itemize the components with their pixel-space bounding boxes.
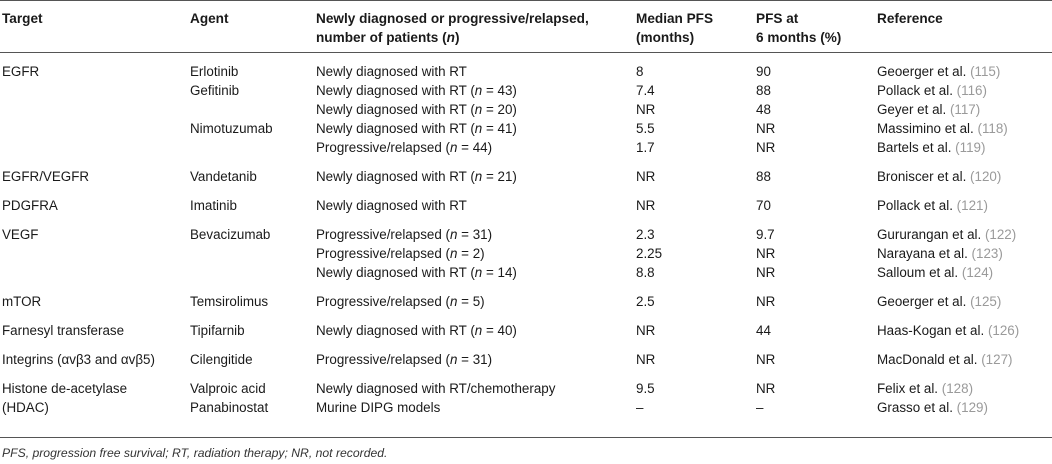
header-pfs6 <box>756 9 841 47</box>
cell-pfs-6-months: 88 <box>756 83 771 98</box>
cell-reference <box>877 244 1003 263</box>
cell-reference <box>877 321 1019 340</box>
cell-status-n-label: (n = <box>441 140 473 155</box>
cell-status <box>316 167 517 186</box>
cell-median-pfs: – <box>636 400 644 415</box>
reference-link[interactable]: (117) <box>949 102 981 117</box>
cell-status-n-value: 43 <box>497 83 513 98</box>
cell-status-n-close: ) <box>512 102 517 117</box>
table-row <box>0 350 1052 369</box>
table-row <box>0 196 1052 215</box>
cell-reference <box>877 196 988 215</box>
cell-agent: Temsirolimus <box>190 294 269 309</box>
table-row <box>0 292 1052 311</box>
cell-agent: Valproic acid <box>190 381 266 396</box>
cell-status-text: Newly diagnosed with RT <box>316 265 467 280</box>
cell-median-pfs: NR <box>636 169 656 184</box>
cell-status-n-value: 41 <box>497 121 513 136</box>
cell-agent: Nimotuzumab <box>190 121 273 136</box>
cell-pfs-6-months: 44 <box>756 323 771 338</box>
cell-pfs-6-months: NR <box>756 381 776 396</box>
reference-link[interactable]: (126) <box>987 323 1020 338</box>
header-pfs6-line1: PFS at <box>756 11 799 26</box>
table-row <box>0 167 1052 186</box>
cell-pfs-6-months: NR <box>756 294 776 309</box>
cell-status-n-close: ) <box>512 121 517 136</box>
cell-status-text: Progressive/relapsed <box>316 294 442 309</box>
cell-pfs-6-months: NR <box>756 121 776 136</box>
reference-link[interactable]: (116) <box>956 83 987 98</box>
table-footnote: PFS, progression free survival; RT, radiation therapy; NR, not recorded. <box>2 446 388 460</box>
header-median-line2: (months) <box>636 30 695 45</box>
table-row <box>0 100 1052 119</box>
cell-status-n-close: ) <box>512 83 517 98</box>
cell-status-text: Newly diagnosed with RT <box>316 83 467 98</box>
table-row <box>0 225 1052 244</box>
cell-status-text: Newly diagnosed with RT <box>316 121 467 136</box>
cell-status-text: Murine DIPG models <box>316 400 441 415</box>
cell-reference <box>877 379 973 398</box>
top-rule <box>0 0 1052 1</box>
cell-status-n-close: ) <box>512 323 517 338</box>
cell-median-pfs: 2.5 <box>636 294 655 309</box>
cell-agent: Bevacizumab <box>190 227 271 242</box>
reference-authors: Narayana et al. <box>877 246 968 261</box>
cell-median-pfs: 8 <box>636 64 644 79</box>
reference-link[interactable]: (124) <box>961 265 994 280</box>
reference-authors: Haas-Kogan et al. <box>877 323 985 338</box>
cell-status <box>316 81 517 100</box>
cell-target: VEGF <box>2 227 39 242</box>
header-target: Target <box>2 11 43 26</box>
cell-median-pfs: 2.25 <box>636 246 663 261</box>
cell-status-n-close: ) <box>480 246 485 261</box>
cell-reference <box>877 138 985 157</box>
cell-status-n-label: (n = <box>466 102 498 117</box>
cell-status <box>316 263 517 282</box>
cell-agent: Tipifarnib <box>190 323 245 338</box>
reference-authors: Salloum et al. <box>877 265 959 280</box>
cell-reference <box>877 100 980 119</box>
cell-status <box>316 379 555 398</box>
cell-status <box>316 119 517 138</box>
cell-median-pfs: NR <box>636 102 656 117</box>
cell-median-pfs: NR <box>636 198 656 213</box>
header-median-line1: Median PFS <box>636 11 714 26</box>
table-row <box>0 119 1052 138</box>
cell-status-text: Newly diagnosed with RT <box>316 323 467 338</box>
cell-reference <box>877 263 993 282</box>
header-status-line1: Newly diagnosed or progressive/relapsed, <box>316 11 589 26</box>
reference-link[interactable]: (128) <box>941 381 974 396</box>
reference-link[interactable]: (115) <box>970 64 1001 79</box>
cell-status <box>316 398 440 417</box>
table-row <box>0 379 1052 398</box>
cell-median-pfs: 8.8 <box>636 265 655 280</box>
reference-authors: MacDonald et al. <box>877 352 978 367</box>
cell-pfs-6-months: 70 <box>756 198 771 213</box>
cell-pfs-6-months: NR <box>756 140 776 155</box>
cell-median-pfs: 5.5 <box>636 121 655 136</box>
header-rule <box>0 52 1052 53</box>
reference-authors: Geoerger et al. <box>877 64 967 79</box>
cell-median-pfs: 2.3 <box>636 227 655 242</box>
table-row <box>0 138 1052 157</box>
cell-target: Integrins (αvβ3 and αvβ5) <box>2 352 155 367</box>
cell-reference <box>877 81 987 100</box>
cell-status-n-close: ) <box>480 294 485 309</box>
cell-status-n-value: 31 <box>472 227 488 242</box>
cell-status-n-label: (n = <box>441 246 473 261</box>
cell-status-text: Progressive/relapsed <box>316 140 442 155</box>
cell-status-n-label: (n = <box>441 352 473 367</box>
cell-status-n-close: ) <box>512 169 517 184</box>
header-status-line2: number of patients (n) <box>316 30 460 45</box>
cell-agent: Panabinostat <box>190 400 269 415</box>
cell-status <box>316 100 517 119</box>
reference-link[interactable]: (125) <box>970 294 1002 309</box>
cell-status-n-label: (n = <box>441 227 473 242</box>
reference-link[interactable]: (122) <box>984 227 1017 242</box>
cell-reference <box>877 225 1016 244</box>
reference-authors: Broniscer et al. <box>877 169 967 184</box>
cell-reference <box>877 119 1008 138</box>
header-pfs6-line2: 6 months (%) <box>756 30 842 45</box>
cell-status-n-label: (n = <box>466 323 498 338</box>
reference-authors: Massimino et al. <box>877 121 974 136</box>
cell-pfs-6-months: – <box>756 400 764 415</box>
cell-status-n-value: 21 <box>497 169 513 184</box>
cell-agent: Vandetanib <box>190 169 257 184</box>
reference-link[interactable]: (118) <box>977 121 1008 136</box>
cell-pfs-6-months: 48 <box>756 102 771 117</box>
cell-pfs-6-months: NR <box>756 246 776 261</box>
cell-pfs-6-months: NR <box>756 352 776 367</box>
cell-status-n-close: ) <box>487 140 493 155</box>
cell-target: EGFR <box>2 64 40 79</box>
cell-status-n-label: (n = <box>466 265 498 280</box>
cell-status-text: Newly diagnosed with RT <box>316 102 467 117</box>
cell-reference <box>877 292 1001 311</box>
cell-status <box>316 244 485 263</box>
cell-status-n-close: ) <box>487 227 493 242</box>
header-agent: Agent <box>190 11 229 26</box>
cell-status-n-close: ) <box>487 352 493 367</box>
cell-target: EGFR/VEGFR <box>2 169 90 184</box>
bottom-rule <box>0 437 1052 438</box>
reference-link[interactable]: (120) <box>970 169 1002 184</box>
cell-pfs-6-months: 90 <box>756 64 771 79</box>
table-row <box>0 81 1052 100</box>
reference-authors: Geoerger et al. <box>877 294 967 309</box>
table-row <box>0 263 1052 282</box>
cell-pfs-6-months: 88 <box>756 169 771 184</box>
reference-authors: Pollack et al. <box>877 83 953 98</box>
cell-status <box>316 138 492 157</box>
table-row <box>0 244 1052 263</box>
cell-status <box>316 321 517 340</box>
cell-median-pfs: 7.4 <box>636 83 655 98</box>
table-row <box>0 398 1052 417</box>
cell-target: Farnesyl transferase <box>2 323 125 338</box>
cell-agent: Erlotinib <box>190 64 239 79</box>
cell-status-text: Progressive/relapsed <box>316 246 442 261</box>
cell-status-n-value: 40 <box>497 323 513 338</box>
reference-link[interactable]: (121) <box>956 198 988 213</box>
reference-authors: Geyer et al. <box>877 102 947 117</box>
reference-authors: Gururangan et al. <box>877 227 982 242</box>
reference-authors: Pollack et al. <box>877 198 953 213</box>
header-status <box>316 9 589 47</box>
cell-reference <box>877 398 988 417</box>
cell-reference <box>877 167 1001 186</box>
cell-median-pfs: NR <box>636 352 656 367</box>
cell-agent: Cilengitide <box>190 352 253 367</box>
cell-status-n-close: ) <box>512 265 517 280</box>
cell-target: Histone de-acetylase <box>2 381 128 396</box>
cell-status-n-label: (n = <box>466 83 498 98</box>
cell-target: PDGFRA <box>2 198 58 213</box>
reference-link[interactable]: (129) <box>956 400 988 415</box>
cell-reference <box>877 350 1012 369</box>
cell-status-n-label: (n = <box>466 169 498 184</box>
cell-status-text: Progressive/relapsed <box>316 227 442 242</box>
reference-link[interactable]: (123) <box>971 246 1003 261</box>
cell-status-n-label: (n = <box>466 121 498 136</box>
cell-status <box>316 292 485 311</box>
cell-status <box>316 225 492 244</box>
cell-median-pfs: 1.7 <box>636 140 655 155</box>
reference-link[interactable]: (119) <box>955 140 986 155</box>
reference-link[interactable]: (127) <box>981 352 1013 367</box>
cell-pfs-6-months: NR <box>756 265 776 280</box>
cell-agent: Imatinib <box>190 198 237 213</box>
cell-reference <box>877 62 1000 81</box>
table-row <box>0 321 1052 340</box>
header-reference: Reference <box>877 11 943 26</box>
cell-status <box>316 62 467 81</box>
header-row <box>0 9 1052 47</box>
cell-pfs-6-months: 9.7 <box>756 227 775 242</box>
cell-status-n-value: 31 <box>472 352 488 367</box>
header-median <box>636 9 713 47</box>
cell-status-text: Newly diagnosed with RT <box>316 198 467 213</box>
cell-status-n-value: 14 <box>497 265 513 280</box>
cell-status <box>316 350 492 369</box>
cell-target: mTOR <box>2 294 42 309</box>
cell-status-n-value: 44 <box>472 140 488 155</box>
reference-authors: Felix et al. <box>877 381 939 396</box>
reference-authors: Bartels et al. <box>877 140 952 155</box>
cell-status <box>316 196 467 215</box>
table-row <box>0 62 1052 81</box>
cell-status-text: Progressive/relapsed <box>316 352 442 367</box>
cell-target: (HDAC) <box>2 400 49 415</box>
cell-median-pfs: 9.5 <box>636 381 655 396</box>
cell-agent: Gefitinib <box>190 83 240 98</box>
cell-median-pfs: NR <box>636 323 656 338</box>
cell-status-n-value: 20 <box>497 102 513 117</box>
cell-status-text: Newly diagnosed with RT <box>316 64 467 79</box>
cell-status-text: Newly diagnosed with RT <box>316 169 467 184</box>
cell-status-n-value: 2 <box>472 246 481 261</box>
reference-authors: Grasso et al. <box>877 400 953 415</box>
cell-status-n-label: (n = <box>441 294 473 309</box>
cell-status-n-value: 5 <box>472 294 481 309</box>
cell-status-text: Newly diagnosed with RT/chemotherapy <box>316 381 556 396</box>
